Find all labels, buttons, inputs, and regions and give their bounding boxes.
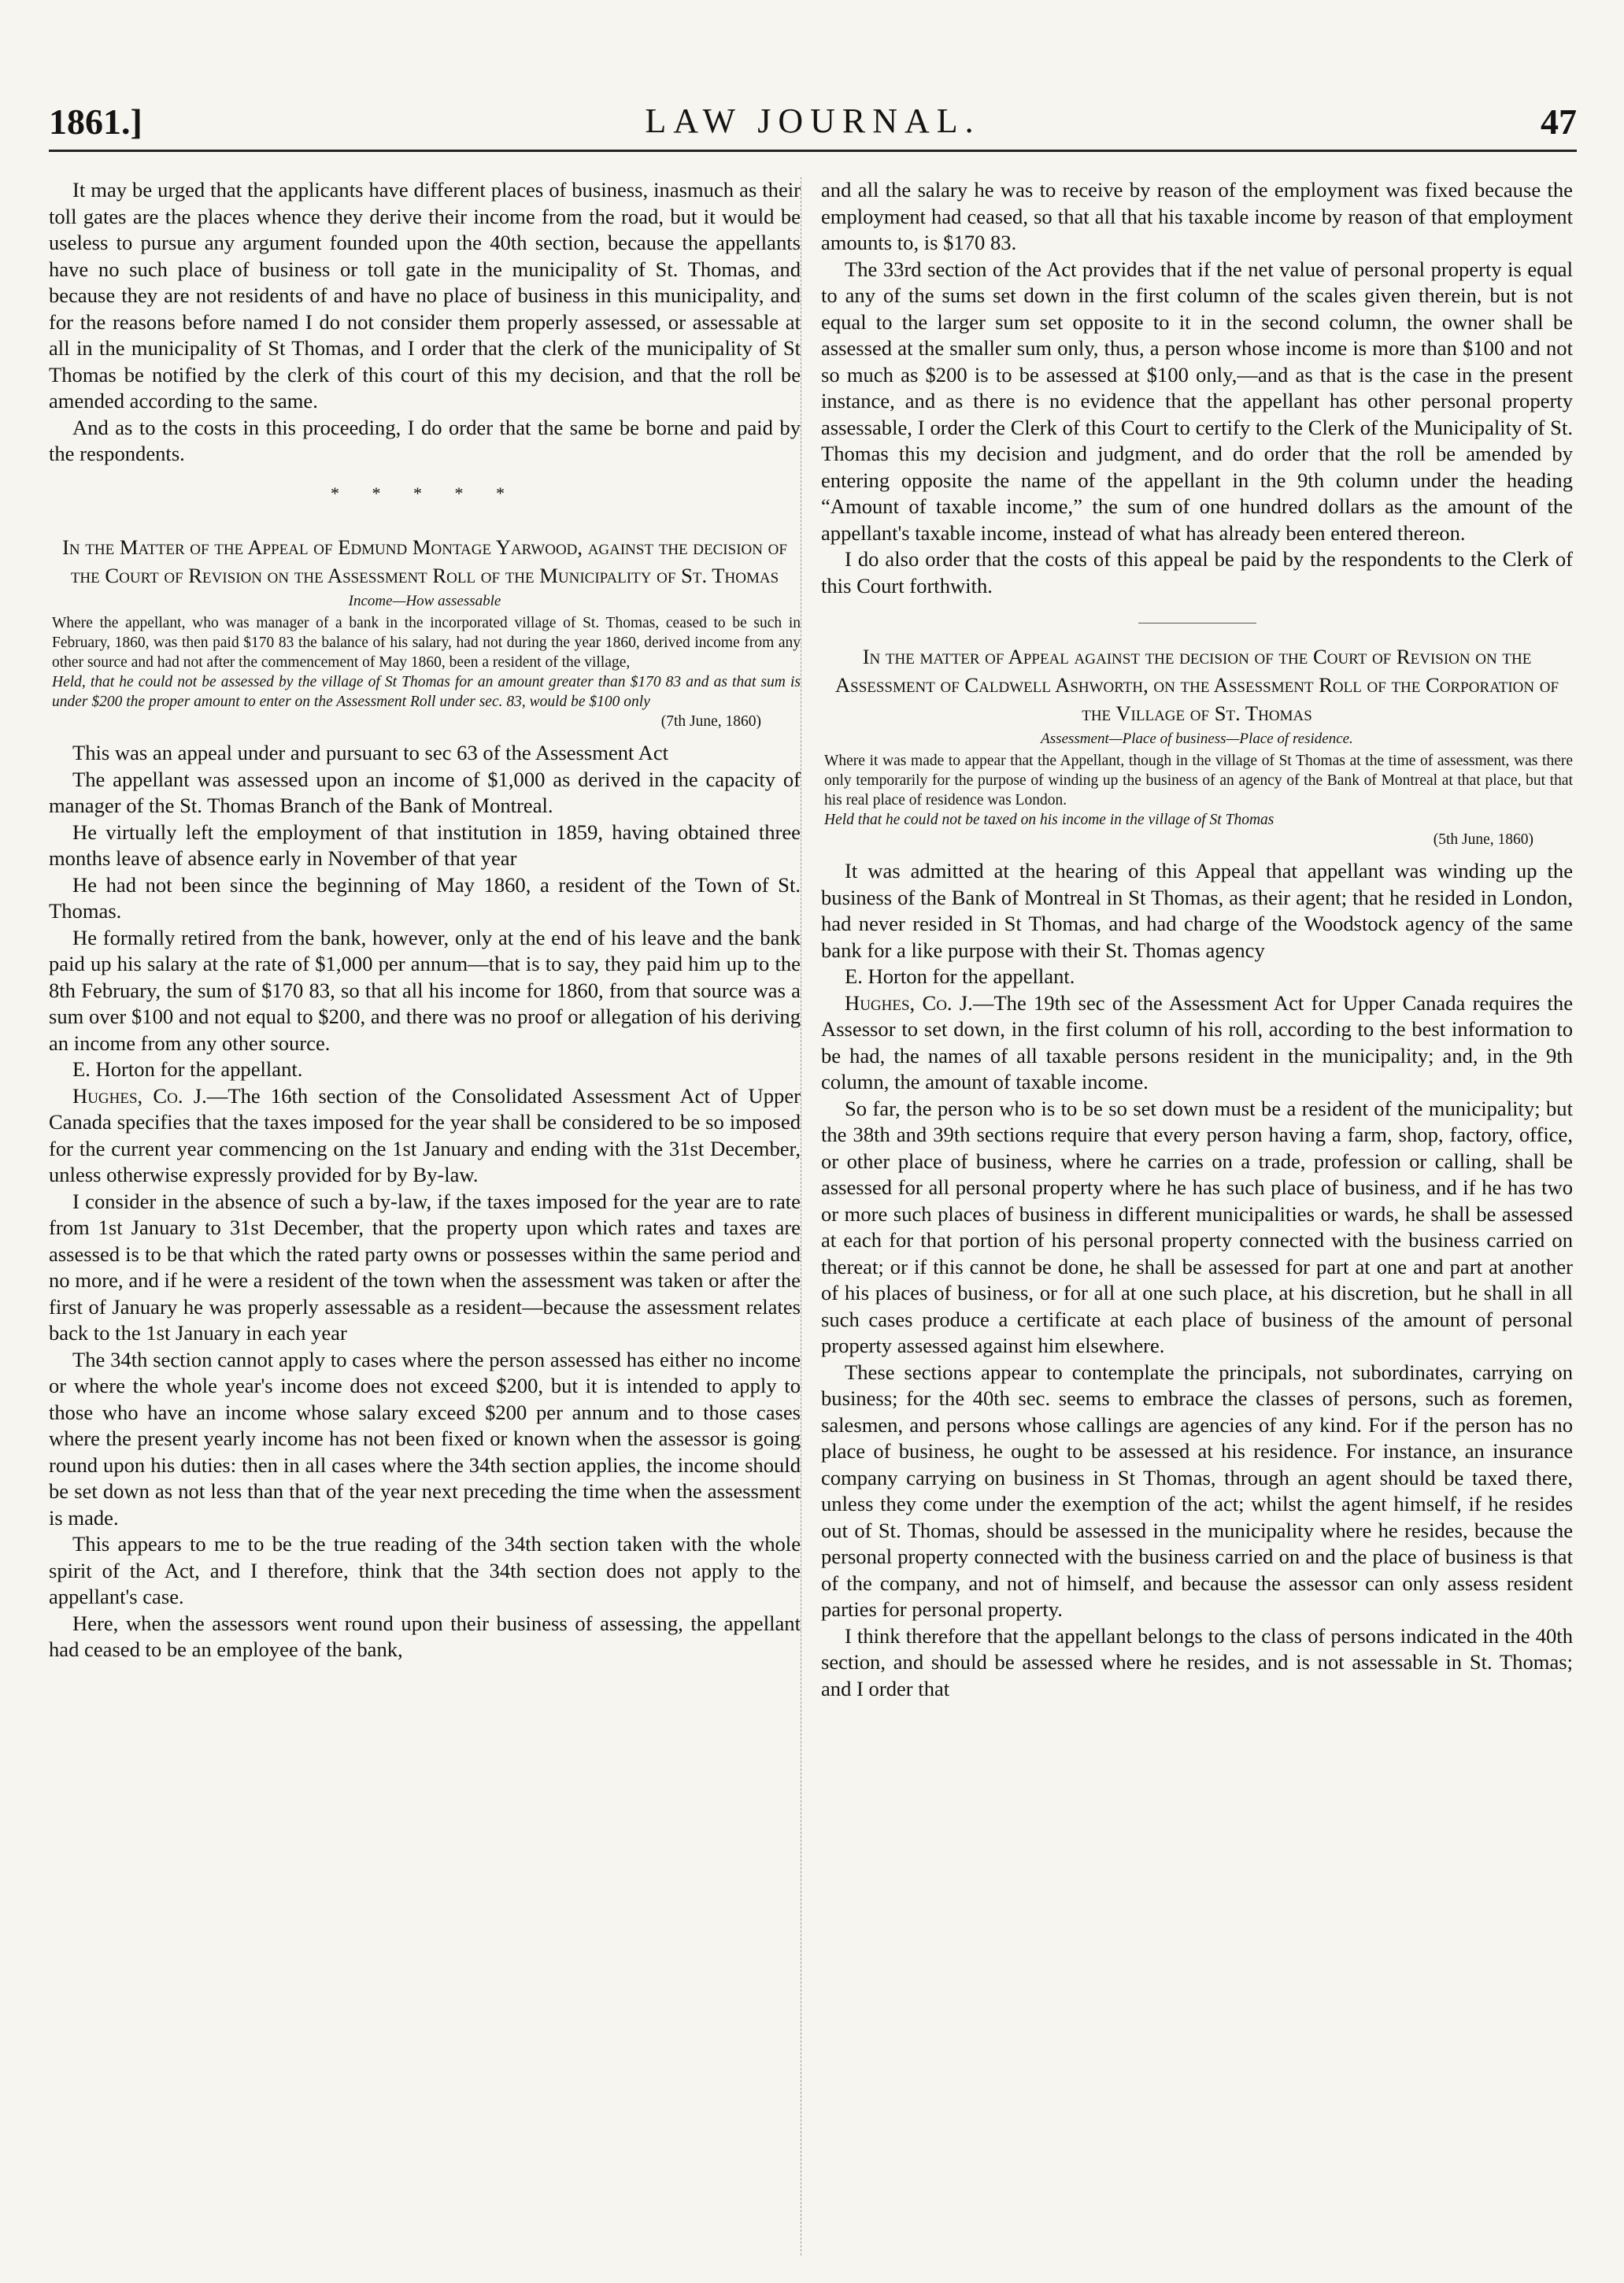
paragraph: and all the salary he was to receive by reason of the employment was fixed because the employment had ceased, so that all that his taxable income by reason of that employment amounts to, is $170 83. (821, 178, 1573, 254)
counsel: E. Horton for the appellant. (72, 1057, 303, 1081)
headnote: Where it was made to appear that the Appellant, though in the village of St Thomas at the time of assessment, was there only temporarily for the purpose of winding up the business of an agency of the Bank of Montreal at that place, but that his real place of residence was London. (824, 753, 1573, 808)
section-separator: * * * * * (331, 483, 519, 503)
paragraph: He virtually left the employment of that institution in 1859, having obtained three months leave of absence early in November of that year (49, 820, 801, 870)
page-header (49, 94, 1577, 152)
paragraph: It was admitted at the hearing of this Appeal that appellant was winding up the business of the Bank of Montreal in St Thomas, as their agent; that he resided in London, had never resided in St Thomas, and had charge of the Woodstock agency of the same bank for a like purpose with their St. Thomas agency (821, 859, 1573, 962)
judgment-text: —The 19th sec of the Assessment Act for Upper Canada requires the Assessor to set down, in the first column of his roll, according to the best information to be had, the names of all taxable persons resident in the municipality; and, in the 9th column, the amount of taxable income. (821, 990, 1574, 1093)
right-column (821, 177, 1573, 1702)
header-title: LAW JOURNAL. (645, 102, 981, 140)
headnote-held: Held, that he could not be assessed by the village of St Thomas for an amount greater than $170 83 and as that sum is under $200 the proper amount to enter on the Assessment Roll under sec. 83, would be $100 only (52, 674, 801, 710)
paragraph: I think therefore that the appellant belongs to the class of persons indicated in the 40th section, and should be assessed where he resides, and is not assessable in St. Thomas; and I order that (821, 1623, 1573, 1700)
header-page-number: 47 (1541, 102, 1577, 142)
counsel: E. Horton for the appellant. (845, 964, 1075, 988)
left-column (49, 177, 801, 1663)
paragraph: So far, the person who is to be so set down must be a resident of the municipality; but the 38th and 39th sections require that every person having a farm, shop, factory, office, or other place of business, where he carries on a trade, profession or calling, shall be assessed for all personal property where he has such place of business, and if he has two or more such places of business in different municipalities or wards, he shall be assessed at each for that portion of his personal property connected with the business carried on thereat; or if this cannot be done, he shall be assessed for part at one and part at another of his places of business, or for all at one such place, at his discretion, but he shall in all such cases produce a certificate at each place of business of the amount of personal property assessed against him elsewhere. (821, 1096, 1573, 1357)
paragraph: I do also order that the costs of this appeal be paid by the respondents to the Clerk of this Court forthwith. (821, 547, 1573, 598)
judge-name: Hughes, Co. J. (845, 990, 973, 1015)
paragraph: This was an appeal under and pursuant to sec 63 of the Assessment Act (72, 741, 669, 764)
paragraph: He had not been since the beginning of May 1860, a resident of the Town of St. Thomas. (49, 872, 801, 923)
paragraph: The appellant was assessed upon an income of $1,000 as derived in the capacity of manager of the St. Thomas Branch of the Bank of Montreal. (49, 767, 801, 817)
paragraph: He formally retired from the bank, however, only at the end of his leave and the bank paid up his salary at the rate of $1,000 per annum—that is to say, they paid him up to the 8th February, the sum of $170 83, so that all his income for 1860, from that source was a sum over $100 and not equal to $200, and there was no proof or allegation of his deriving an income from any other source. (49, 925, 801, 1055)
case-subject: Assessment—Place of business—Place of residence. (1041, 731, 1353, 747)
paragraph: These sections appear to contemplate the principals, not subordinates, carrying on business; for the 40th sec. seems to embrace the classes of persons, such as foremen, salesmen, and persons whose callings are agencies of any kind. For if the person has no place of business, he ought to be assessed at his residence. For instance, an insurance company carrying on business in St Thomas, through an agent should be taxed there, unless they come under the exemption of the act; whilst the agent himself, if he resides out of St. Thomas, should be assessed in the municipality where he resides, because the personal property connected with the business carried on and the place of business is that of the company, and not of himself, and because the assessor can only assess resident parties for personal property. (821, 1360, 1573, 1621)
case-date: (5th June, 1860) (1433, 831, 1533, 848)
judgment-paragraph (821, 990, 1573, 1096)
paragraph: And as to the costs in this proceeding, I do order that the same be borne and paid by the respondents. (49, 415, 801, 465)
judge-name: Hughes, Co. J. (72, 1083, 207, 1108)
header-year: 1861.] (49, 102, 142, 142)
paragraph: The 34th section cannot apply to cases where the person assessed has either no income or where the whole year's income does not exceed $200, but it is intended to apply to those who have an income whose salary exceed $200 per annum and to those cases where the present yearly income has not been fixed or known when the assessor is going round upon his duties: then in all cases where the 34th section applies, the income should be set down as not less than that of the year next preceding the time when the assessment is made. (49, 1347, 801, 1530)
paragraph: The 33rd section of the Act provides that if the net value of personal property is equal to any of the sums set down in the first column of the scales given therein, but is not equal to the larger sum set opposite to it in the second column, the owner shall be assessed at the smaller sum only, thus, a person whose income is more than $100 and not so much as $200 is to be assessed at $100 only,—and as that is the case in the present instance, and as there is no evidence that the appellant has other personal property assessable, I order the Clerk of this Court to certify to the Clerk of the Municipality of St. Thomas this my decision and judgment, and do order that the roll be amended by entering opposite the name of the appellant in the 9th column under the heading “Amount of taxable income,” the sum of one hundred dollars as the amount of the appellant's taxable income, instead of what has already been entered thereon. (821, 257, 1573, 545)
paragraph: I consider in the absence of such a by-law, if the taxes imposed for the year are to rate from 1st January to 31st December, that the property upon which rates and taxes are assessed is to be that which the rated party owns or possesses within the same period and no more, and if he were a resident of the town when the assessment was taken or after the first of January he was properly assessable as a resident—because the assessment relates back to the 1st January in each year (49, 1189, 801, 1345)
case-date: (7th June, 1860) (660, 713, 761, 730)
case-title: In the matter of Appeal against the decision of the Court of Revision on the Assessment of Caldwell Ashworth, on the Assessment Roll of the Corporation of the Village of St. Thomas (834, 645, 1559, 725)
judgment-text: —The 16th section of the Consolidated Assessment Act of Upper Canada specifies that the taxes imposed for the year shall be considered to be so imposed for the current year commencing on the 1st January and ending with the 31st December, unless otherwise expressly provided for by By-law. (49, 1083, 801, 1186)
case-title: In the Matter of the Appeal of Edmund Montage Yarwood, against the decision of the Court of Revision on the Assessment Roll of the Municipality of St. Thomas (62, 535, 787, 587)
judgment-paragraph (49, 1083, 801, 1189)
headnote-held: Held that he could not be taxed on his income in the village of St Thomas (824, 812, 1274, 828)
paragraph: This appears to me to be the true reading of the 34th section taken with the whole spirit of the Act, and I therefore, think that the 34th section does not apply to the appellant's case. (49, 1532, 801, 1608)
paragraph: Here, when the assessors went round upon their business of assessing, the appellant had ceased to be an employee of the bank, (49, 1611, 801, 1661)
headnote: Where the appellant, who was manager of a bank in the incorporated village of St. Thomas, ceased to be such in February, 1860, was then paid $170 83 the balance of his salary, had not during the year 1860, derived income from any other source and had not after the commencement of May 1860, been a resident of the village, (52, 615, 801, 671)
paragraph: It may be urged that the applicants have different places of business, inasmuch as their toll gates are the places whence they derive their income from the road, but it would be useless to pursue any argument founded upon the 40th section, because the appellants have no such place of business or toll gate in the municipality of St. Thomas, and because they are not residents of and have no place of business in this municipality, and for the reasons before named I do not consider them properly assessed, or assessable at all in the municipality of St Thomas, and I order that the clerk of the municipality of St Thomas be notified by the clerk of this court of this my decision, and that the roll be amended according to the same. (49, 178, 801, 413)
case-subject: Income—How assessable (348, 593, 501, 609)
